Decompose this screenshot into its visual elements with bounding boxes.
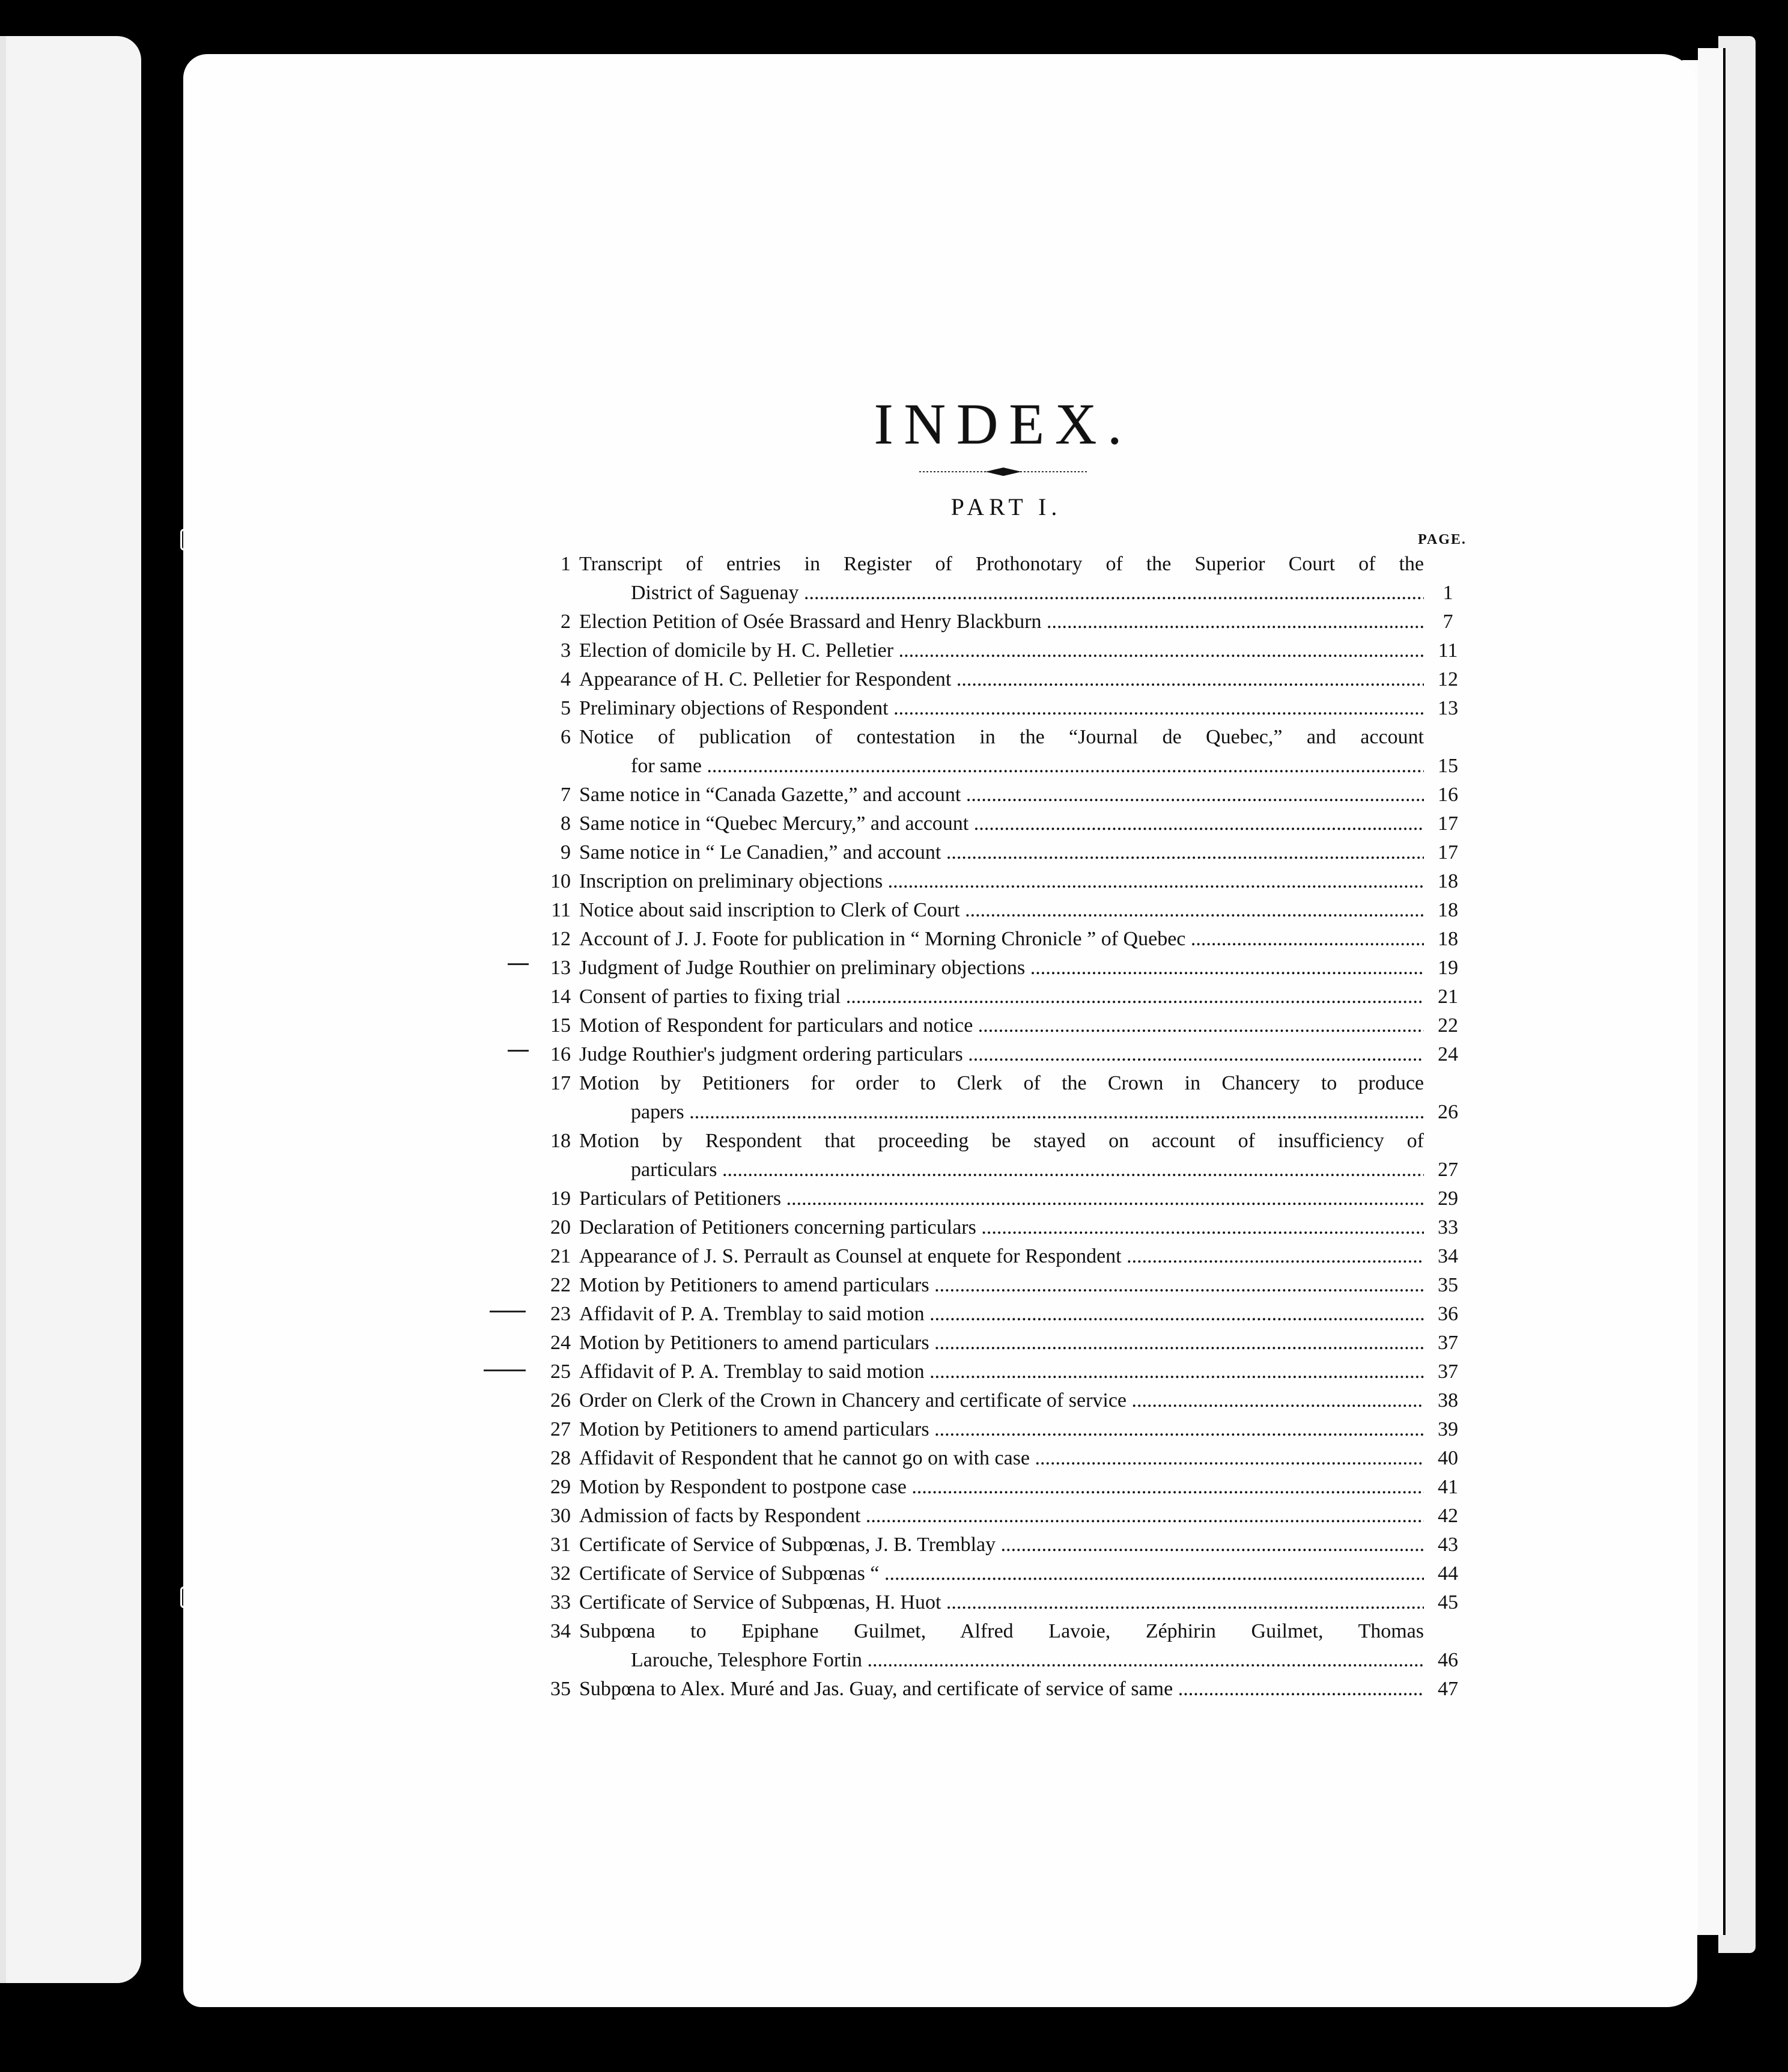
ornament-divider — [919, 463, 1087, 481]
entry-page-number: 45 — [1438, 1591, 1458, 1613]
entry-title: Declaration of Petitioners concerning particulars — [579, 1216, 976, 1239]
leader-dots — [1025, 957, 1424, 979]
index-entry — [535, 550, 1472, 608]
entry-number: 35 — [550, 1678, 571, 1700]
margin-mark — [490, 1311, 526, 1312]
entry-number: 25 — [550, 1361, 571, 1383]
entry-title: Inscription on preliminary objections — [579, 870, 883, 892]
entry-title: Motion of Respondent for particulars and notice — [579, 1014, 973, 1037]
index-entry — [535, 665, 1472, 694]
entry-title: Admission of facts by Respondent — [579, 1505, 861, 1527]
entry-page-number: 37 — [1438, 1361, 1458, 1383]
leader-dots — [907, 1476, 1424, 1498]
entry-page-number: 15 — [1438, 755, 1458, 777]
entry-page-number: 36 — [1438, 1303, 1458, 1325]
leader-dots — [925, 1303, 1424, 1325]
index-entry — [535, 1357, 1472, 1386]
entry-page-number: 43 — [1438, 1534, 1458, 1556]
entry-title: Motion by Petitioners for order to Clerk of the Crown in Chancery to produce — [579, 1072, 1424, 1094]
index-entry — [535, 608, 1472, 636]
index-entry — [535, 1675, 1472, 1704]
leader-dots — [1030, 1447, 1424, 1469]
leader-dots — [889, 697, 1424, 719]
part-heading: PART I. — [950, 493, 1062, 520]
index-entry — [535, 1242, 1472, 1271]
leader-dots — [883, 870, 1424, 892]
leader-dots — [799, 582, 1425, 604]
entry-title: Appearance of J. S. Perrault as Counsel at enquete for Respondent — [579, 1245, 1122, 1267]
entry-number: 15 — [550, 1014, 571, 1037]
leader-dots — [968, 812, 1424, 835]
entry-title: Motion by Petitioners to amend particulars — [579, 1418, 929, 1440]
entry-page-number: 18 — [1438, 899, 1458, 921]
entry-number: 14 — [550, 986, 571, 1008]
entry-number: 5 — [561, 697, 571, 719]
index-entry — [535, 1300, 1472, 1329]
index-entry — [535, 1559, 1472, 1588]
index-entry — [535, 1329, 1472, 1357]
entry-page-number: 37 — [1438, 1332, 1458, 1354]
entry-page-number: 26 — [1438, 1101, 1458, 1123]
entry-number: 9 — [561, 841, 571, 864]
entry-page-number: 24 — [1438, 1043, 1458, 1065]
entry-number: 21 — [550, 1245, 571, 1267]
entry-page-number: 40 — [1438, 1447, 1458, 1469]
leader-dots — [976, 1216, 1424, 1239]
entry-number: 20 — [550, 1216, 571, 1239]
entry-page-number: 18 — [1438, 870, 1458, 892]
entry-number: 24 — [550, 1332, 571, 1354]
entry-number: 34 — [550, 1620, 571, 1642]
index-entry — [535, 867, 1472, 896]
index-entry — [535, 1531, 1472, 1559]
entry-title: Particulars of Petitioners — [579, 1187, 782, 1210]
index-entry — [535, 1271, 1472, 1300]
entry-title: Appearance of H. C. Pelletier for Respondent — [579, 668, 952, 690]
leader-dots — [941, 841, 1424, 864]
book-spine — [141, 36, 177, 1983]
entry-page-number: 17 — [1438, 812, 1458, 835]
entry-number: 7 — [561, 784, 571, 806]
entry-title: Subpœna to Epiphane Guilmet, Alfred Lavoie, Zéphirin Guilmet, Thomas — [579, 1620, 1424, 1642]
entry-title: Certificate of Service of Subpœnas “ — [579, 1562, 880, 1585]
entry-page-number: 42 — [1438, 1505, 1458, 1527]
index-entry — [535, 1444, 1472, 1473]
leader-dots — [951, 668, 1424, 690]
leader-dots — [684, 1101, 1424, 1123]
entry-number: 19 — [550, 1187, 571, 1210]
entry-number: 28 — [550, 1447, 571, 1469]
entry-title: Order on Clerk of the Crown in Chancery and certificate of service — [579, 1389, 1127, 1412]
leader-dots — [879, 1562, 1424, 1585]
entry-number: 8 — [561, 812, 571, 835]
entry-number: 31 — [550, 1534, 571, 1556]
entry-title: Affidavit of Respondent that he cannot go on with case — [579, 1447, 1030, 1469]
entry-title-continuation: particulars — [631, 1159, 717, 1181]
leader-dots — [893, 639, 1424, 662]
index-entry — [535, 925, 1472, 954]
entry-page-number: 22 — [1438, 1014, 1458, 1037]
entry-number: 10 — [550, 870, 571, 892]
leader-dots — [862, 1649, 1424, 1671]
index-entry — [535, 983, 1472, 1011]
entry-page-number: 18 — [1438, 928, 1458, 950]
left-page — [0, 36, 141, 1983]
leader-dots — [1127, 1389, 1424, 1412]
entry-page-number: 17 — [1438, 841, 1458, 864]
entry-title-continuation: for same — [631, 755, 702, 777]
entry-title: Motion by Petitioners to amend particulars — [579, 1274, 929, 1296]
entry-title: Judge Routhier's judgment ordering particulars — [579, 1043, 963, 1065]
entry-title: Same notice in “Quebec Mercury,” and account — [579, 812, 969, 835]
entry-title: Same notice in “Canada Gazette,” and account — [579, 784, 961, 806]
index-entry — [535, 1386, 1472, 1415]
entry-number: 6 — [561, 726, 571, 748]
leader-dots — [929, 1274, 1424, 1296]
entry-page-number: 39 — [1438, 1418, 1458, 1440]
index-entry — [535, 1473, 1472, 1502]
leader-dots — [961, 784, 1424, 806]
index-entry — [535, 636, 1472, 665]
entry-title: Motion by Respondent that proceeding be stayed on account of insufficiency of — [579, 1130, 1424, 1152]
entry-page-number: 34 — [1438, 1245, 1458, 1267]
entry-page-number: 11 — [1438, 639, 1458, 662]
leader-dots — [925, 1361, 1424, 1383]
entry-page-number: 1 — [1443, 582, 1453, 604]
leader-dots — [963, 1043, 1424, 1065]
entry-title: Election Petition of Osée Brassard and Henry Blackburn — [579, 611, 1042, 633]
index-entry — [535, 781, 1472, 809]
page-column-label: PAGE. — [1418, 532, 1467, 547]
entry-title-continuation: papers — [631, 1101, 684, 1123]
entry-title: Transcript of entries in Register of Prothonotary of the Superior Court of the — [579, 553, 1424, 575]
index-entry — [535, 954, 1472, 983]
leader-dots — [702, 755, 1424, 777]
margin-mark — [508, 963, 529, 965]
entry-number: 13 — [550, 957, 571, 979]
entry-number: 29 — [550, 1476, 571, 1498]
entry-page-number: 29 — [1438, 1187, 1458, 1210]
entry-title: Certificate of Service of Subpœnas, J. B. Tremblay — [579, 1534, 996, 1556]
entry-title: Motion by Petitioners to amend particulars — [579, 1332, 929, 1354]
entry-title: Same notice in “ Le Canadien,” and account — [579, 841, 941, 864]
page-title: INDEX. — [874, 392, 1133, 456]
entry-title: Election of domicile by H. C. Pelletier — [579, 639, 894, 662]
entry-title: Affidavit of P. A. Tremblay to said motion — [579, 1303, 925, 1325]
leader-dots — [941, 1591, 1424, 1613]
entry-title: Notice about said inscription to Clerk of Court — [579, 899, 960, 921]
entry-title: Consent of parties to fixing trial — [579, 986, 841, 1008]
entry-number: 27 — [550, 1418, 571, 1440]
index-entry — [535, 723, 1472, 781]
entry-title: Account of J. J. Foote for publication in “ Morning Chronicle ” of Quebec — [579, 928, 1186, 950]
entry-page-number: 33 — [1438, 1216, 1458, 1239]
entry-number: 22 — [550, 1274, 571, 1296]
entry-number: 32 — [550, 1562, 571, 1585]
entry-page-number: 16 — [1438, 784, 1458, 806]
entry-page-number: 38 — [1438, 1389, 1458, 1412]
leader-dots — [1122, 1245, 1424, 1267]
leader-dots — [929, 1418, 1424, 1440]
margin-mark — [484, 1370, 526, 1371]
entry-number: 4 — [561, 668, 571, 690]
left-page-edge — [0, 36, 6, 1983]
entry-number: 16 — [550, 1043, 571, 1065]
entry-title: Certificate of Service of Subpœnas, H. Huot — [579, 1591, 941, 1613]
entry-page-number: 21 — [1438, 986, 1458, 1008]
index-entry — [535, 809, 1472, 838]
entry-title-continuation: Larouche, Telesphore Fortin — [631, 1649, 863, 1671]
index-entry — [535, 1011, 1472, 1040]
entry-page-number: 19 — [1438, 957, 1458, 979]
entry-number: 17 — [550, 1072, 571, 1094]
entry-number: 12 — [550, 928, 571, 950]
index-list — [535, 550, 1472, 1704]
entry-title: Subpœna to Alex. Muré and Jas. Guay, and certificate of service of same — [579, 1678, 1173, 1700]
entry-number: 1 — [561, 553, 571, 575]
index-entry — [535, 1415, 1472, 1444]
index-entry — [535, 694, 1472, 723]
entry-page-number: 13 — [1438, 697, 1458, 719]
leader-dots — [973, 1014, 1424, 1037]
entry-page-number: 41 — [1438, 1476, 1458, 1498]
entry-page-number: 47 — [1438, 1678, 1458, 1700]
entry-number: 33 — [550, 1591, 571, 1613]
leader-dots — [929, 1332, 1424, 1354]
entry-page-number: 7 — [1443, 611, 1453, 633]
leader-dots — [996, 1534, 1424, 1556]
index-entry — [535, 838, 1472, 867]
entry-title: Notice of publication of contestation in the “Journal de Quebec,” and account — [579, 726, 1424, 748]
entry-number: 30 — [550, 1505, 571, 1527]
entry-number: 23 — [550, 1303, 571, 1325]
entry-number: 3 — [561, 639, 571, 662]
entry-number: 2 — [561, 611, 571, 633]
index-entry — [535, 1617, 1472, 1675]
entry-title: Affidavit of P. A. Tremblay to said motion — [579, 1361, 925, 1383]
index-entry — [535, 1184, 1472, 1213]
entry-number: 26 — [550, 1389, 571, 1412]
entry-page-number: 44 — [1438, 1562, 1458, 1585]
leader-dots — [1185, 928, 1424, 950]
index-entry — [535, 1040, 1472, 1069]
entry-number: 11 — [551, 899, 571, 921]
leader-dots — [1042, 611, 1424, 633]
entry-title: Motion by Respondent to postpone case — [579, 1476, 907, 1498]
leader-dots — [717, 1159, 1425, 1181]
leader-dots — [841, 986, 1424, 1008]
leader-dots — [960, 899, 1424, 921]
entry-page-number: 35 — [1438, 1274, 1458, 1296]
entry-title: Judgment of Judge Routhier on preliminary objections — [579, 957, 1026, 979]
entry-page-number: 27 — [1438, 1159, 1458, 1181]
entry-page-number: 46 — [1438, 1649, 1458, 1671]
back-sheet — [1695, 48, 1726, 1935]
index-entry — [535, 1213, 1472, 1242]
entry-page-number: 12 — [1438, 668, 1458, 690]
leader-dots — [860, 1505, 1424, 1527]
index-entry — [535, 1069, 1472, 1127]
index-entry — [535, 1127, 1472, 1184]
leader-dots — [1173, 1678, 1424, 1700]
leader-dots — [781, 1187, 1424, 1210]
entry-title: Preliminary objections of Respondent — [579, 697, 889, 719]
margin-mark — [508, 1050, 529, 1052]
index-entry — [535, 1502, 1472, 1531]
index-entry — [535, 1588, 1472, 1617]
index-entry — [535, 896, 1472, 925]
entry-title-continuation: District of Saguenay — [631, 582, 799, 604]
entry-number: 18 — [550, 1130, 571, 1152]
